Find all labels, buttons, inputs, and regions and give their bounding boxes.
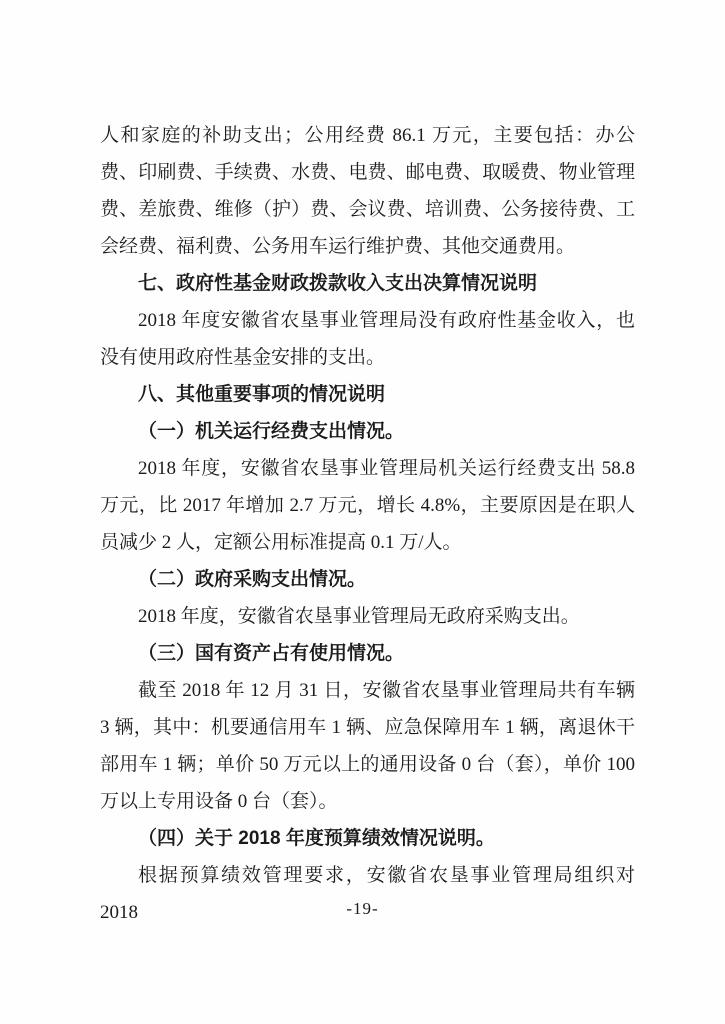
subheading-4-budget-performance: （四）关于 2018 年度预算绩效情况说明。 <box>138 828 495 849</box>
heading-section-7-gov-fund-appropriation: 七、政府性基金财政拨款收入支出决算情况说明 <box>138 273 538 294</box>
paragraph-performance-management: 根据预算绩效管理要求，安徽省农垦事业管理局组织对 2018 <box>100 865 635 923</box>
page-content <box>100 117 635 931</box>
paragraph-operating-expense-detail: 2018 年度，安徽省农垦事业管理局机关运行经费支出 58.8 万元，比 2017 年增加 2.7 万元，增长 4.8%，主要原因是在职人员减少 2 人，定额公用标准提高 0.1 万/人。 <box>100 458 635 553</box>
paragraph-no-procurement: 2018 年度，安徽省农垦事业管理局无政府采购支出。 <box>138 606 580 627</box>
subheading-2-gov-procurement: （二）政府采购支出情况。 <box>138 569 367 590</box>
heading-section-8-other-important-matters: 八、其他重要事项的情况说明 <box>138 384 386 405</box>
paragraph-vehicle-equipment-detail: 截至 2018 年 12 月 31 日，安徽省农垦事业管理局共有车辆 3 辆，其中：机要通信用车 1 辆、应急保障用车 1 辆，离退休干部用车 1 辆；单价 50 万元以上的通用设备 0 台（套），单价 100 万以上专用设备 0 台（套）。 <box>100 680 635 812</box>
paragraph-no-gov-fund-income: 2018 年度安徽省农垦事业管理局没有政府性基金收入，也没有使用政府性基金安排的支出。 <box>100 310 635 368</box>
page-number: -19- <box>346 899 379 918</box>
paragraph-public-funds-detail: 人和家庭的补助支出；公用经费 86.1 万元，主要包括：办公费、印刷费、手续费、水费、电费、邮电费、取暖费、物业管理费、差旅费、维修（护）费、会议费、培训费、公务接待费、工会经费、福利费、公务用车运行维护费、其他交通费用。 <box>100 125 635 257</box>
subheading-3-state-asset-usage: （三）国有资产占有使用情况。 <box>138 643 405 664</box>
subheading-1-agency-operating-expense: （一）机关运行经费支出情况。 <box>138 421 405 442</box>
